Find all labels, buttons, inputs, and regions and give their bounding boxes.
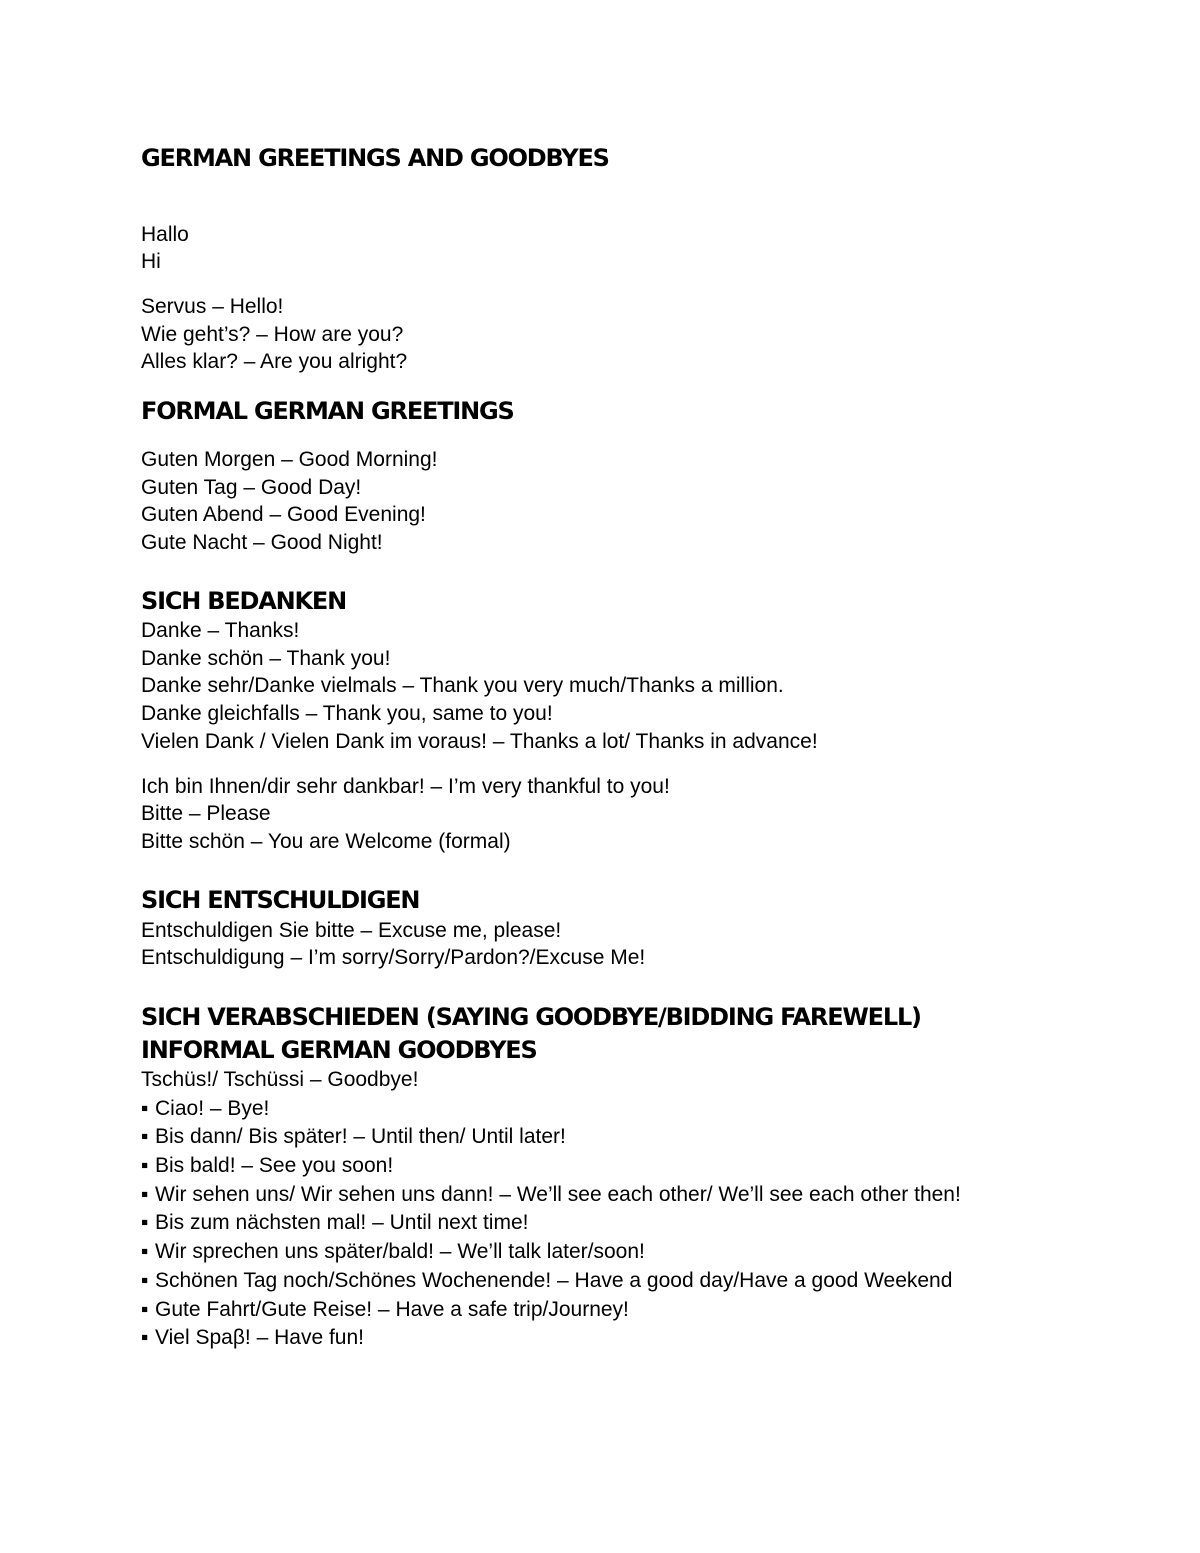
bullet-icon: ▪ <box>141 1154 149 1177</box>
bullet-icon: ▪ <box>141 1326 149 1349</box>
formal-greeting-line: Guten Tag – Good Day! <box>141 476 362 499</box>
thanks-line: Bitte – Please <box>141 802 271 825</box>
thanks-line: Danke schön – Thank you! <box>141 647 391 670</box>
informal-goodbye-heading: INFORMAL GERMAN GOODBYES <box>141 1036 537 1064</box>
goodbye-text: Wir sehen uns/ Wir sehen uns dann! – We’ll see each other/ We’ll see each other then! <box>155 1183 961 1206</box>
bullet-icon: ▪ <box>141 1298 149 1321</box>
thanks-line: Danke gleichfalls – Thank you, same to you! <box>141 702 553 725</box>
goodbye-bullet-item <box>141 1152 393 1180</box>
formal-greetings-heading: FORMAL GERMAN GREETINGS <box>141 397 514 425</box>
apology-line: Entschuldigen Sie bitte – Excuse me, please! <box>141 919 562 942</box>
informal-greeting-line: Alles klar? – Are you alright? <box>141 350 408 373</box>
goodbye-bullet-item <box>141 1095 269 1123</box>
bullet-icon: ▪ <box>141 1183 149 1206</box>
goodbye-bullet-item <box>141 1181 961 1209</box>
formal-greeting-line: Guten Morgen – Good Morning! <box>141 448 438 471</box>
document-title: GERMAN GREETINGS AND GOODBYES <box>141 144 609 172</box>
thanks-line: Ich bin Ihnen/dir sehr dankbar! – I’m very thankful to you! <box>141 775 670 798</box>
bullet-icon: ▪ <box>141 1240 149 1263</box>
thanks-line: Bitte schön – You are Welcome (formal) <box>141 830 511 853</box>
apology-line: Entschuldigung – I’m sorry/Sorry/Pardon?/Excuse Me! <box>141 946 646 969</box>
thanks-line: Danke sehr/Danke vielmals – Thank you very much/Thanks a million. <box>141 674 784 697</box>
goodbye-text: Viel Spaβ! – Have fun! <box>155 1326 364 1349</box>
goodbye-first-line: Tschüs!/ Tschüssi – Goodbye! <box>141 1068 419 1091</box>
goodbye-bullet-item <box>141 1267 952 1295</box>
goodbye-bullet-item <box>141 1296 629 1324</box>
goodbye-bullet-item <box>141 1238 645 1266</box>
goodbye-text: Wir sprechen uns später/bald! – We’ll talk later/soon! <box>155 1240 645 1263</box>
goodbye-bullet-item <box>141 1123 566 1151</box>
thanks-heading: SICH BEDANKEN <box>141 587 347 615</box>
formal-greeting-line: Guten Abend – Good Evening! <box>141 503 426 526</box>
bullet-icon: ▪ <box>141 1211 149 1234</box>
goodbye-text: Bis zum nächsten mal! – Until next time! <box>155 1211 529 1234</box>
goodbye-text: Schönen Tag noch/Schönes Wochenende! – Have a good day/Have a good Weekend <box>155 1269 953 1292</box>
intro-hallo: Hallo <box>141 223 189 246</box>
goodbye-text: Ciao! – Bye! <box>155 1097 270 1120</box>
goodbye-heading: SICH VERABSCHIEDEN (SAYING GOODBYE/BIDDING FAREWELL) <box>141 1003 921 1031</box>
goodbye-text: Bis bald! – See you soon! <box>155 1154 394 1177</box>
thanks-line: Danke – Thanks! <box>141 619 300 642</box>
apology-heading: SICH ENTSCHULDIGEN <box>141 886 420 914</box>
goodbye-bullet-item <box>141 1209 528 1237</box>
goodbye-text: Gute Fahrt/Gute Reise! – Have a safe trip/Journey! <box>155 1298 629 1321</box>
informal-greeting-line: Wie geht’s? – How are you? <box>141 323 404 346</box>
goodbye-bullet-item <box>141 1324 364 1352</box>
thanks-line: Vielen Dank / Vielen Dank im voraus! – Thanks a lot/ Thanks in advance! <box>141 730 818 753</box>
informal-greeting-line: Servus – Hello! <box>141 295 284 318</box>
intro-hi: Hi <box>141 250 161 273</box>
bullet-icon: ▪ <box>141 1097 149 1120</box>
bullet-icon: ▪ <box>141 1125 149 1148</box>
bullet-icon: ▪ <box>141 1269 149 1292</box>
goodbye-text: Bis dann/ Bis später! – Until then/ Until later! <box>155 1125 566 1148</box>
formal-greeting-line: Gute Nacht – Good Night! <box>141 531 383 554</box>
